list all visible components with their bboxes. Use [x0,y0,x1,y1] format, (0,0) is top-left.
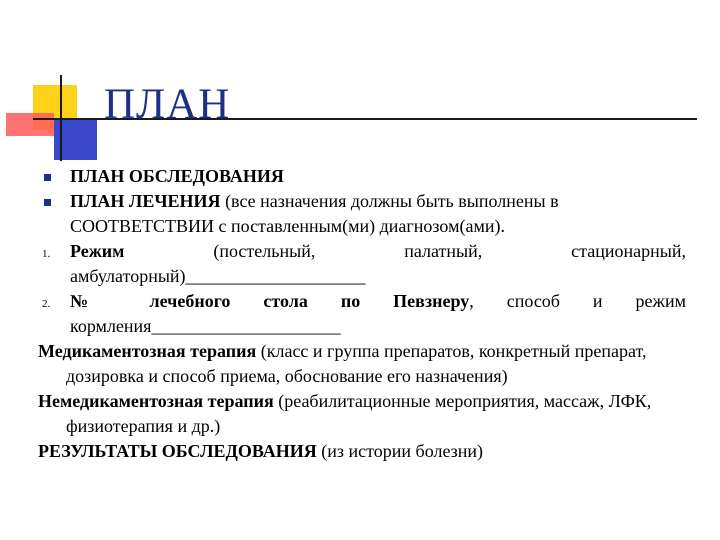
item-number: 1. [42,248,51,260]
item-line [70,289,686,314]
item-bold: Режим [70,241,125,261]
bullet-icon [44,174,51,181]
paragraph [38,389,686,439]
numbered-item [38,239,686,289]
paragraph-text: (реабилитационные мероприятия, массаж, ЛФК, физиотерапия и др.) [66,391,652,436]
paragraph-bold: Медикаментозная терапия [38,341,257,361]
paragraph-text: (из истории болезни) [316,441,484,461]
item-line [70,239,686,264]
item-text: , способ и режим [469,291,686,311]
paragraph [38,339,686,389]
item-line: кормления_____________________ [70,316,341,336]
item-number: 2. [42,298,51,310]
bullet-item [38,189,686,239]
red-square [6,113,54,136]
bullet-item [38,164,686,189]
bullet-text: ПЛАН ЛЕЧЕНИЯ (все назначения должны быть выполнены в СООТВЕТСТВИИ с поставленным(ми) диагнозом(ами). [70,191,559,236]
paragraph-bold: Немедикаментозная терапия [38,391,274,411]
bullet-icon [44,199,51,206]
slide-title: ПЛАН [104,81,231,128]
item-text: (постельный, палатный, стационарный, [213,241,686,261]
bullet-text: ПЛАН ОБСЛЕДОВАНИЯ [70,166,284,186]
item-bold: № лечебного стола по Певзнеру [70,291,470,311]
paragraph-bold: РЕЗУЛЬТАТЫ ОБСЛЕДОВАНИЯ [38,441,317,461]
paragraph-text: (класс и группа препаратов, конкретный препарат, дозировка и способ приема, обоснование его назначения) [66,341,647,386]
numbered-item [38,289,686,339]
slide-content [38,164,686,464]
paragraph [38,439,686,464]
item-line: амбулаторный)____________________ [70,266,366,286]
